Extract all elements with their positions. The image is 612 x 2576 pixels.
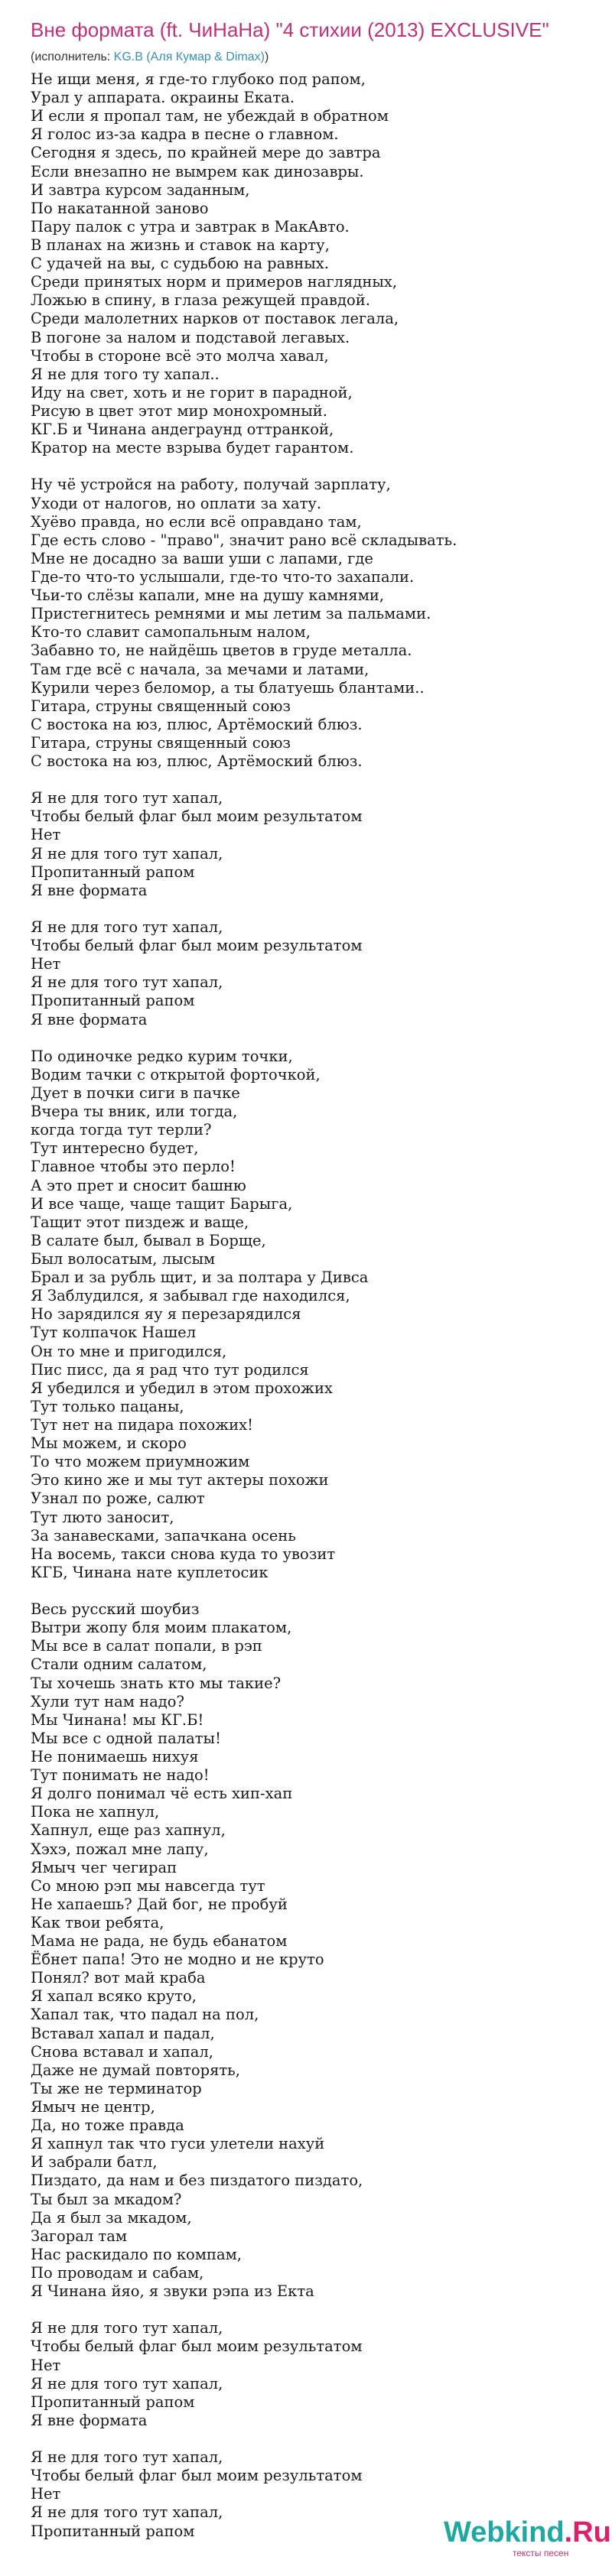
lyrics-line: Загорал там <box>31 2227 128 2245</box>
lyrics-line: Ложью в спину, в глаза режущей правдой. <box>31 291 370 310</box>
lyrics-line: А это прет и сносит башню <box>31 1176 246 1194</box>
lyrics-line: Иду на свет, хоть и не горит в парадной, <box>31 383 353 401</box>
lyrics-line: Это кино же и мы тут актеры похожи <box>31 1471 329 1489</box>
lyrics-line: Брал и за рубль щит, и за полтара у Дивса <box>31 1269 369 1287</box>
lyrics-blank-line <box>31 457 581 476</box>
lyrics-line: Среди принятых норм и примеров наглядных, <box>31 273 398 291</box>
lyrics-line: Вчера ты вник, или тогда, <box>31 1103 238 1121</box>
lyrics-line: Мы можем, и скоро <box>31 1434 187 1453</box>
lyrics-line: Рисую в цвет этот мир монохромный. <box>31 401 327 420</box>
lyrics-line: Ты был за мкадом? <box>31 2190 182 2208</box>
lyrics-line: Понял? вот май краба <box>31 1969 206 1987</box>
lyrics-blank-line <box>31 771 581 789</box>
lyrics-line: В погоне за налом и подставой легавых. <box>31 328 350 346</box>
lyrics-line: Был волосатым, лысым <box>31 1250 216 1268</box>
site-logo[interactable] <box>444 2516 611 2569</box>
lyrics-line: Кратор на месте взрыва будет гарантом. <box>31 439 354 457</box>
lyrics-line: Хапнул, еще раз хапнул, <box>31 1821 226 1840</box>
lyrics-line: Чтобы в стороне всё это молча хавал, <box>31 346 329 365</box>
performer-prefix: (исполнитель: <box>31 50 114 63</box>
lyrics-line: Нет <box>31 826 61 844</box>
lyrics-blank-line <box>31 900 581 918</box>
lyrics-line: Я вне формата <box>31 881 148 899</box>
lyrics-line: Тут понимать не надо! <box>31 1766 210 1785</box>
lyrics-line: Я не для того тут хапал, <box>31 2374 223 2392</box>
lyrics-line: Хапал так, что падал на пол, <box>31 2006 259 2024</box>
lyrics-line: Пис писс, да я рад что тут родился <box>31 1360 309 1379</box>
lyrics-line: Нас раскидало по компам, <box>31 2245 242 2263</box>
lyrics-line: Пропитанный рапом <box>31 992 195 1010</box>
lyrics-line: Ямыч чег чегирап <box>31 1858 177 1876</box>
lyrics-line: Курили через беломор, а ты блатуешь блантами.. <box>31 678 425 697</box>
logo-tld-text: .Ru <box>564 2516 611 2548</box>
lyrics-line: Нет <box>31 2356 61 2374</box>
lyrics-line: Да, но тоже правда <box>31 2116 184 2135</box>
lyrics-line: Тут люто заносит, <box>31 1508 174 1526</box>
lyrics-line: Тут интересно будет, <box>31 1139 199 1158</box>
lyrics-line: Да я был за мкадом, <box>31 2208 192 2227</box>
lyrics-line: Забавно то, не найдёшь цветов в груде металла. <box>31 642 412 660</box>
lyrics-line: Пропитанный рапом <box>31 2522 195 2540</box>
lyrics-line: Где-то что-то услышали, где-то что-то захапали. <box>31 567 415 586</box>
lyrics-line: Нет <box>31 955 61 973</box>
lyrics-line: Со мною рэп мы навсегда тут <box>31 1876 265 1895</box>
lyrics-line: Сегодня я здесь, по крайней мере до завтра <box>31 144 381 162</box>
lyrics-line: Тащит этот пиздеж и ваще, <box>31 1213 249 1231</box>
lyrics-line: КГ.Б и Чинана андеграунд оттранкой, <box>31 421 334 439</box>
lyrics-line: Мне не досадно за ваши уши с лапами, где <box>31 549 373 567</box>
lyrics-line: Чтобы белый флаг был моим результатом <box>31 937 363 955</box>
lyrics-line: Уходи от налогов, но оплати за хату. <box>31 494 322 512</box>
lyrics-line: Ты хочешь знать кто мы такие? <box>31 1674 282 1692</box>
lyrics-line: Чтобы белый флаг был моим результатом <box>31 807 363 826</box>
lyrics-line: Урал у аппарата. окраины Еката. <box>31 89 295 107</box>
lyrics-line: Пропитанный рапом <box>31 862 195 881</box>
performer-suffix: ) <box>264 50 269 63</box>
lyrics-line: Пиздато, да нам и без пиздатого пиздато, <box>31 2172 363 2190</box>
lyrics-line: Не хапаешь? Дай бог, не пробуй <box>31 1895 288 1913</box>
lyrics-line: Весь русский шоубиз <box>31 1600 200 1619</box>
lyrics-line: Я долго понимал чё есть хип-хап <box>31 1785 293 1803</box>
lyrics-line: когда тогда тут терли? <box>31 1121 212 1139</box>
lyrics-line: Он то мне и пригодился, <box>31 1342 227 1360</box>
lyrics-line: Хэхэ, пожал мне лапу, <box>31 1840 209 1858</box>
lyrics-line: Я не для того тут хапал, <box>31 973 223 992</box>
lyrics-line: Мы все в салат попали, в рэп <box>31 1637 262 1655</box>
lyrics-line: Мама не рада, не будь ебанатом <box>31 1932 288 1951</box>
lyrics-line: Пропитанный рапом <box>31 2392 195 2411</box>
lyrics-line: Я не для того тут хапал, <box>31 2448 223 2467</box>
logo-tagline: тексты песен <box>513 2548 569 2558</box>
lyrics-line: Я не для того ту хапал.. <box>31 365 220 383</box>
lyrics-line: И все чаще, чаще тащит Барыга, <box>31 1194 293 1213</box>
lyrics-line: По проводам и сабам, <box>31 2264 204 2282</box>
lyrics-line: Тут нет на пидара похожих! <box>31 1415 253 1434</box>
lyrics-line: Главное чтобы это перло! <box>31 1158 236 1176</box>
lyrics-line: Я Заблудился, я забывал где находился, <box>31 1287 350 1305</box>
lyrics-line: Гитара, струны священный союз <box>31 733 291 752</box>
lyrics-line: Снова вставал и хапал, <box>31 2042 213 2061</box>
lyrics-line: Я Чинана йяо, я звуки рэпа из Ектa <box>31 2282 314 2301</box>
lyrics-line: В планах на жизнь и ставок на карту, <box>31 236 330 254</box>
lyrics-line: Где есть слово - "право", значит рано всё складывать. <box>31 531 457 549</box>
lyrics-line: Узнал по роже, салют <box>31 1489 205 1508</box>
lyrics-line: Ёбнет папа! Это не модно и не круто <box>31 1951 324 1969</box>
lyrics-line: Но зарядился яу я перезарядился <box>31 1305 301 1324</box>
lyrics-line: С удачей на вы, с судьбою на равных. <box>31 255 329 273</box>
lyrics-line: Вставал хапал и падал, <box>31 2024 215 2042</box>
lyrics-line: С востока на юз, плюс, Артёмоский блюз. <box>31 715 363 733</box>
lyrics-line: Если внезапно не вымрем как динозавры. <box>31 162 364 180</box>
lyrics-line: Я не для того тут хапал, <box>31 789 223 807</box>
lyrics-line: По накатанной заново <box>31 199 209 217</box>
performer-line <box>31 49 269 66</box>
logo-wordmark <box>444 2516 611 2549</box>
lyrics-line: Пока не хапнул, <box>31 1803 160 1821</box>
lyrics-line: Пару палок с утра и завтрак в МакАвто. <box>31 217 350 236</box>
lyrics-line: Я убедился и убедил в этом прохожих <box>31 1379 333 1397</box>
lyrics-line: Там где всё с начала, за мечами и латами, <box>31 660 369 678</box>
lyrics-line: Чтобы белый флаг был моим результатом <box>31 2467 363 2485</box>
lyrics-line: На восемь, такси снова куда то увозит <box>31 1545 336 1563</box>
lyrics-line: Как твои ребята, <box>31 1913 164 1931</box>
lyrics-line: Хули тут нам надо? <box>31 1692 184 1710</box>
lyrics-line: Не ищи меня, я где-то глубоко под рапом, <box>31 70 366 88</box>
lyrics-line: Нет <box>31 2485 61 2503</box>
lyrics-line: И если я пропал там, не убеждай в обратном <box>31 107 389 125</box>
lyrics-line: В салате был, бывал в Борще, <box>31 1231 266 1249</box>
lyrics-line: Хуёво правда, но если всё оправдано там, <box>31 512 362 531</box>
lyrics-line: С востока на юз, плюс, Артёмоский блюз. <box>31 752 363 771</box>
lyrics-line: Я вне формата <box>31 1010 148 1028</box>
page-title: Вне формата (ft. ЧиНаНа) "4 стихии (2013) EXCLUSIVE" <box>31 18 549 41</box>
lyrics-line: Кто-то славит самопальным налом, <box>31 623 311 642</box>
lyrics-blank-line <box>31 1029 581 1048</box>
lyrics-line: И забрали батл, <box>31 2153 158 2172</box>
lyrics-line: Я голос из-за кадра в песне о главном. <box>31 125 339 144</box>
lyrics-line: Дует в почки сиги в пачке <box>31 1084 240 1103</box>
lyrics-line: Ямыч не центр, <box>31 2098 155 2116</box>
lyrics-line: Гитара, струны священный союз <box>31 697 291 715</box>
lyrics-line: Тут колпачок Нашел <box>31 1324 197 1342</box>
lyrics-line: Я вне формата <box>31 2411 148 2429</box>
lyrics-line: Ты же не терминатор <box>31 2079 202 2097</box>
lyrics-line: Я не для того тут хапал, <box>31 844 223 862</box>
lyrics-line: Тут только пацаны, <box>31 1397 184 1415</box>
lyrics-line: Я не для того тут хапал, <box>31 918 223 937</box>
lyrics-line: За занавесками, запачкана осень <box>31 1526 296 1545</box>
lyrics-body <box>31 70 581 2541</box>
lyrics-line: Я не для того тут хапал, <box>31 2319 223 2337</box>
lyrics-blank-line <box>31 2430 581 2448</box>
lyrics-line: Я хапал всяко круто, <box>31 1987 197 2006</box>
lyrics-blank-line <box>31 2301 581 2319</box>
lyrics-line: Мы Чинана! мы КГ.Б! <box>31 1710 204 1729</box>
lyrics-line: КГБ, Чинана нате куплетосик <box>31 1563 269 1581</box>
logo-main-text: Webkind <box>444 2516 565 2548</box>
lyrics-blank-line <box>31 1582 581 1600</box>
lyrics-line: Я хапнул так что гуси улетели нахуй <box>31 2135 325 2153</box>
lyrics-line: Ну чё устройся на работу, получай зарплату, <box>31 476 391 494</box>
lyrics-line: По одиночке редко курим точки, <box>31 1047 293 1065</box>
performer-link[interactable]: KG.B (Аля Кумар & Dimax) <box>113 50 265 63</box>
lyrics-line: Я не для того тут хапал, <box>31 2503 223 2522</box>
lyrics-line: Чьи-то слёзы капали, мне на душу камнями, <box>31 586 385 605</box>
lyrics-line: И завтра курсом заданным, <box>31 180 250 199</box>
lyrics-line: Водим тачки с открытой форточкой, <box>31 1065 321 1083</box>
lyrics-line: Не понимаешь нихуя <box>31 1747 199 1766</box>
lyrics-line: Мы все с одной палаты! <box>31 1729 221 1747</box>
lyrics-line: Чтобы белый флаг был моим результатом <box>31 2337 363 2356</box>
lyrics-line: Даже не думай повторять, <box>31 2061 240 2079</box>
lyrics-line: То что можем приумножим <box>31 1453 250 1471</box>
lyrics-line: Пристегнитесь ремнями и мы летим за пальмами. <box>31 605 431 623</box>
lyrics-line: Среди малолетних нарков от поставок легала, <box>31 310 399 328</box>
lyrics-line: Вытри жопу бля моим плакатом, <box>31 1619 292 1637</box>
lyrics-line: Стали одним салатом, <box>31 1655 207 1674</box>
